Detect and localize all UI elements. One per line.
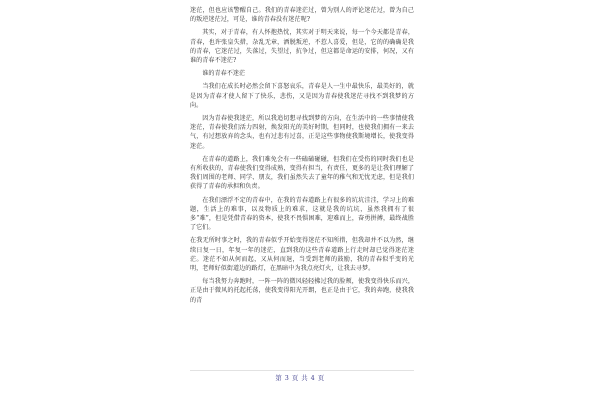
paragraph: 其实，对于青春，有人怀抱热忱，其实对于明天来说，每一个今天都是青春，青春，也许张皇失措，杂乱无章，洒脱叛逆，不惹人喜爱，但是，它的的确确是我的青春，它迷茫过，失落过，失望过，抗争过，但这都是命运的安排，何况，又有谁的青春不迷茫? <box>190 29 414 65</box>
page-number: 第 3 页 共 4 页 <box>275 374 325 382</box>
paragraph: 迷茫，但也应该警醒自己。我们的青春迷茫过，曾为别人的评论迷茫过，曾为自己的叛逆迷茫过，可是，谁的青春没有迷茫呢? <box>190 7 414 24</box>
paragraph: 在青春的道路上，我们难免会有一些磕磕碰碰，但我们在受伤的同时我们也是有所收获的，青春使我们变得成熟，变得有担当，有责任，更多的是让我们理解了我们周围的老师、同学、朋友，我们虽然失去了童年的稚气和无忧无虑，但是我们获得了青春的承担和负责。 <box>190 155 414 191</box>
footer-divider <box>190 370 414 371</box>
document-body <box>190 6 414 309</box>
paragraph: 在我们漂浮不定的青春中，在我的青春道路上有很多的坑坑洼洼，学习上的难题，生活上的难事，以及物质上的难求，这就是我的坑坑，虽然我拥有了很多“难”，但是凭借青春的资本，使我不畏惧困难，迎难而上，奋勇拼搏，最终战胜了它们。 <box>190 196 414 232</box>
paragraph: 当我们在成长时必然会留下喜怒哀乐，青春是人一生中最快乐，最美好的，就是因为青春才使人留下了快乐，悲伤，又是因为青春使我迷茫寻找不到我梦的方向。 <box>190 83 414 109</box>
paragraph: 因为青春使我迷茫，所以我追切想寻找到梦的方向，在生活中的一些事情使我迷茫，青春使我们活力四射，焕发阳光的美好时期，但同时，也使我们拥有一来去气，有过想放弃的念头，也有过悲有过喜，正是这些事物使我斯境增长，使我变得迷茫。 <box>190 115 414 150</box>
section-heading: 谁的青春不迷茫 <box>202 70 246 78</box>
paragraph: 每当我努力奔跑时，一阵一阵的微风轻轻拂过我的脸颊，使我变得快乐而兴，正是由于微风的托起托荡，使我变得阳光开朗，也正是由于它，我的奔跑，使我我的青 <box>190 278 414 304</box>
paragraph: 在我无所时事之时，我的青春似乎开始变得迷茫不知所措，但我却并不以为然，继续日复一日，年复一年的迷茫，直到我的这些青春道路上行走时却已觉得迷茫迷茫。迷茫不如从何而起，又从何而退，当受到老师的鼓励，我的青春似乎变的光明，老师好似街道边的路灯，在黑暗中为我点亮灯火，让我去寻梦。 <box>190 237 414 273</box>
